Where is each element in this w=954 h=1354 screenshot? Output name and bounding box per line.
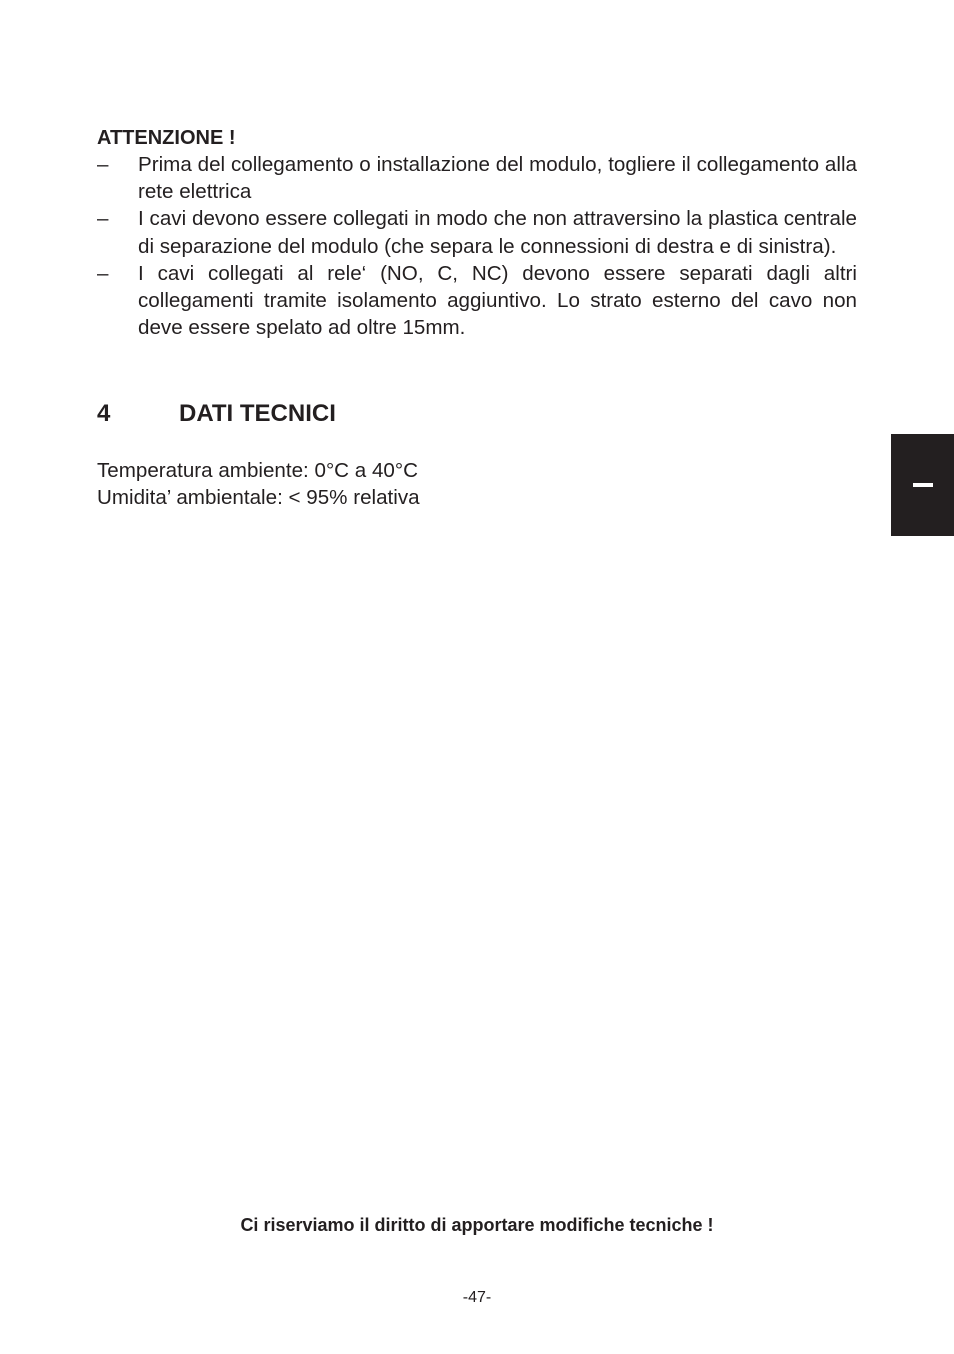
section-title: DATI TECNICI xyxy=(179,400,336,427)
warning-item-text: I cavi collegati al rele‘ (NO, C, NC) devono essere separati dagli altri collegamenti tramite isolamento aggiuntivo. Lo strato esterno del cavo non deve essere spelato ad oltre 15mm. xyxy=(138,261,857,340)
warning-item xyxy=(97,151,857,205)
warning-item xyxy=(97,205,857,259)
section-number: 4 xyxy=(97,400,111,427)
warning-item-text: I cavi devono essere collegati in modo che non attraversino la plastica centrale di separazione del modulo (che separa le connessioni di destra e di sinistra). xyxy=(138,207,857,258)
warning-item-text: Prima del collegamento o installazione del modulo, togliere il collegamento alla rete elettrica xyxy=(138,153,857,204)
language-side-tab xyxy=(891,434,954,536)
page-number: -47- xyxy=(462,1289,492,1306)
footer-note: Ci riserviamo il diritto di apportare modifiche tecniche ! xyxy=(240,1215,714,1235)
spec-humidity: Umidita’ ambientale: < 95% relativa xyxy=(97,486,420,510)
warning-list xyxy=(97,151,857,341)
bullet-dash: – xyxy=(97,207,109,231)
warning-item xyxy=(97,260,857,342)
bullet-dash: – xyxy=(97,261,109,285)
spec-temperature: Temperatura ambiente: 0°C a 40°C xyxy=(97,459,418,482)
minus-icon xyxy=(913,483,933,487)
specs-block xyxy=(97,457,420,511)
warning-title: ATTENZIONE ! xyxy=(97,127,236,149)
bullet-dash: – xyxy=(97,153,109,176)
section-heading xyxy=(97,398,336,430)
